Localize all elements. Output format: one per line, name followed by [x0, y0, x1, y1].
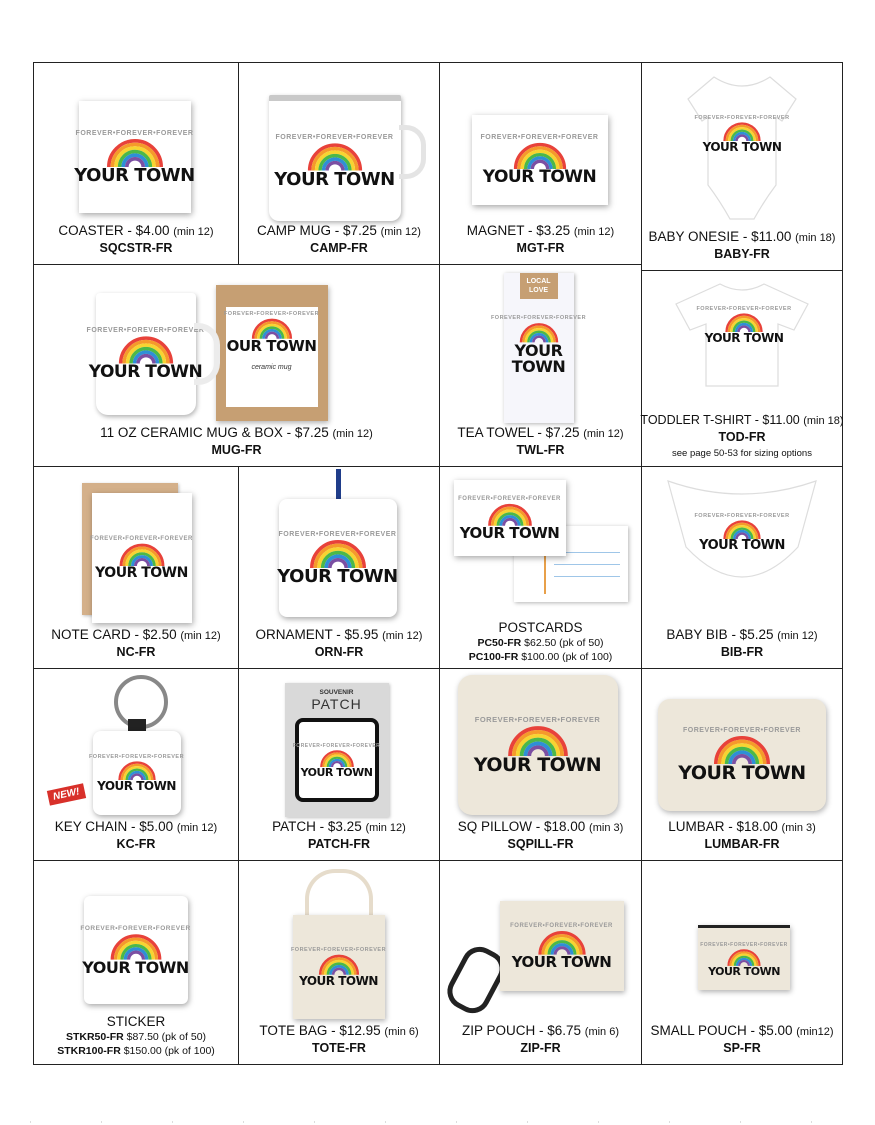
- ceramic-mug: FOREVER•FOREVER•FOREVER YOUR TOWN: [96, 293, 196, 415]
- product-catalog-grid: [33, 62, 843, 1065]
- tote-bag-title: TOTE BAG - $12.95 (min 6): [259, 1023, 419, 1038]
- baby-bib-sku: BIB-FR: [720, 645, 764, 659]
- rainbow-icon: [710, 734, 774, 764]
- zip-pouch-image: FOREVER•FOREVER•FOREVER YOUR TOWN: [440, 863, 642, 1023]
- rainbow-icon: [306, 538, 370, 568]
- cell-lumbar: [641, 668, 843, 860]
- postcards-pk100: PC100-FR $100.00 (pk of 100): [468, 651, 613, 663]
- baby-onesie-title: BABY ONESIE - $11.00 (min 18): [648, 229, 836, 244]
- coaster-sku: SQCSTR-FR: [99, 241, 173, 255]
- cell-sticker: [33, 860, 238, 1065]
- rainbow-icon: [115, 334, 177, 364]
- cell-key-chain: [33, 668, 238, 860]
- kraft-box: FOREVER•FOREVER•FOREVER OUR TOWN ceramic mug: [216, 285, 328, 421]
- key-chain-sku: KC-FR: [116, 837, 156, 851]
- cell-zip-pouch: [439, 860, 641, 1065]
- rainbow-icon: [722, 312, 766, 332]
- note-card-sku: NC-FR: [116, 645, 156, 659]
- postcards-pk50: PC50-FR $62.50 (pk of 50): [477, 637, 604, 649]
- toddler-tshirt-title: TODDLER T-SHIRT - $11.00 (min 18): [640, 413, 844, 427]
- small-pouch-image: FOREVER•FOREVER•FOREVER YOUR TOWN: [642, 863, 842, 1023]
- rainbow-icon: [115, 760, 159, 780]
- coaster-title: COASTER - $4.00 (min 12): [58, 223, 214, 238]
- patch-packaging: SOUVENIR PATCH FOREVER•FOREVER•FOREVER YOUR TOWN: [285, 683, 389, 817]
- small-pouch-title: SMALL POUCH - $5.00 (min12): [650, 1023, 834, 1038]
- rainbow-icon: [316, 953, 362, 975]
- sticker-image: FOREVER•FOREVER•FOREVER YOUR TOWN: [34, 874, 239, 1014]
- page-edge-dots: [0, 1121, 875, 1123]
- mug-handle: [399, 125, 426, 179]
- ornament-sku: ORN-FR: [314, 645, 364, 659]
- magnet-sku: MGT-FR: [516, 241, 565, 255]
- ribbon: [336, 469, 341, 499]
- cell-baby-onesie: [641, 62, 843, 270]
- tea-towel-image: LOCAL LOVE FOREVER•FOREVER•FOREVER YOUR TOWN: [440, 265, 642, 425]
- lumbar-title: LUMBAR - $18.00 (min 3): [668, 819, 816, 834]
- cell-coaster: [33, 62, 238, 264]
- baby-bib-image: FOREVER•FOREVER•FOREVER YOUR TOWN: [642, 469, 842, 627]
- zip-pouch-sku: ZIP-FR: [520, 1041, 561, 1055]
- sticker-pk50: STKR50-FR $87.50 (pk of 50): [65, 1031, 207, 1043]
- cell-tea-towel: [439, 264, 641, 466]
- patch-image: [239, 669, 440, 819]
- key-chain-title: KEY CHAIN - $5.00 (min 12): [54, 819, 218, 834]
- rainbow-icon: [485, 502, 535, 526]
- rainbow-icon: [304, 141, 366, 171]
- sticker-title: STICKER: [106, 1014, 166, 1029]
- camp-mug-title: CAMP MUG - $7.25 (min 12): [257, 223, 421, 238]
- sticker-pk100: STKR100-FR $150.00 (pk of 100): [57, 1045, 215, 1057]
- cell-camp-mug: [238, 62, 439, 264]
- patch-title: PATCH - $3.25 (min 12): [272, 819, 406, 834]
- note-card-title: NOTE CARD - $2.50 (min 12): [51, 627, 221, 642]
- cell-tote-bag: [238, 860, 439, 1065]
- cell-sq-pillow: [439, 668, 641, 860]
- rainbow-icon: [535, 929, 589, 955]
- cell-baby-bib: [641, 466, 843, 668]
- ornament-title: ORNAMENT - $5.95 (min 12): [255, 627, 423, 642]
- tote-bag-image: FOREVER•FOREVER•FOREVER YOUR TOWN: [239, 863, 440, 1023]
- rainbow-icon: [107, 932, 165, 960]
- cell-magnet: [439, 62, 641, 264]
- rainbow-icon: [317, 749, 357, 767]
- rainbow-icon: [503, 724, 573, 756]
- lumbar-image: FOREVER•FOREVER•FOREVER YOUR TOWN: [642, 669, 842, 819]
- coaster-image: FOREVER•FOREVER•FOREVER YOUR TOWN: [34, 73, 239, 223]
- mug-handle: [194, 323, 220, 385]
- sq-pillow-image: FOREVER•FOREVER•FOREVER YOUR TOWN: [440, 669, 642, 819]
- cell-small-pouch: [641, 860, 843, 1065]
- tea-towel-title: TEA TOWEL - $7.25 (min 12): [457, 425, 624, 440]
- baby-onesie-sku: BABY-FR: [714, 247, 770, 261]
- sizing-note: see page 50-53 for sizing options: [672, 448, 812, 459]
- magnet-image: FOREVER•FOREVER•FOREVER YOUR TOWN: [440, 73, 642, 223]
- rainbow-icon: [116, 542, 168, 566]
- cell-toddler-tshirt: [641, 270, 843, 466]
- baby-bib-title: BABY BIB - $5.25 (min 12): [666, 627, 818, 642]
- sq-pillow-title: SQ PILLOW - $18.00 (min 3): [457, 819, 624, 834]
- postcards-image: FOREVER•FOREVER•FOREVER YOUR TOWN: [440, 470, 642, 620]
- note-card-image: FOREVER•FOREVER•FOREVER YOUR TOWN: [34, 469, 239, 627]
- mug-box-title: 11 OZ CERAMIC MUG & BOX - $7.25 (min 12): [100, 425, 373, 440]
- ornament-image: FOREVER•FOREVER•FOREVER YOUR TOWN: [239, 469, 440, 627]
- rainbow-icon: [510, 141, 570, 169]
- rainbow-icon: [725, 948, 763, 966]
- toddler-tshirt-image: FOREVER•FOREVER•FOREVER YOUR TOWN: [642, 274, 842, 412]
- rainbow-icon: [720, 519, 764, 539]
- local-love-tag: LOCAL LOVE: [520, 273, 558, 299]
- rainbow-icon: [517, 321, 561, 343]
- lumbar-sku: LUMBAR-FR: [704, 837, 780, 851]
- tote-bag-sku: TOTE-FR: [312, 1041, 366, 1055]
- magnet-title: MAGNET - $3.25 (min 12): [466, 223, 615, 238]
- camp-mug-image: FOREVER•FOREVER•FOREVER YOUR TOWN: [239, 73, 440, 223]
- patch-sku: PATCH-FR: [307, 837, 371, 851]
- cell-mug-box: [33, 264, 439, 466]
- cell-ornament: [238, 466, 439, 668]
- mug-box-image: [34, 267, 440, 425]
- key-chain-image: FOREVER•FOREVER•FOREVER YOUR TOWN NEW!: [34, 669, 239, 819]
- small-pouch-sku: SP-FR: [723, 1041, 761, 1055]
- tea-towel-sku: TWL-FR: [516, 443, 565, 457]
- mug-box-sku: MUG-FR: [211, 443, 262, 457]
- postcards-title: POSTCARDS: [498, 620, 583, 635]
- camp-mug-sku: CAMP-FR: [310, 241, 368, 255]
- baby-onesie-image: FOREVER•FOREVER•FOREVER YOUR TOWN: [642, 67, 842, 229]
- cell-postcards: [439, 466, 641, 668]
- new-badge: NEW!: [46, 783, 85, 805]
- rainbow-icon: [720, 121, 764, 141]
- sq-pillow-sku: SQPILL-FR: [507, 837, 574, 851]
- rainbow-icon: [249, 317, 295, 339]
- toddler-tshirt-sku: TOD-FR: [718, 430, 766, 444]
- cell-note-card: [33, 466, 238, 668]
- zip-pouch-title: ZIP POUCH - $6.75 (min 6): [461, 1023, 620, 1038]
- rainbow-icon: [103, 137, 167, 167]
- cell-patch: [238, 668, 439, 860]
